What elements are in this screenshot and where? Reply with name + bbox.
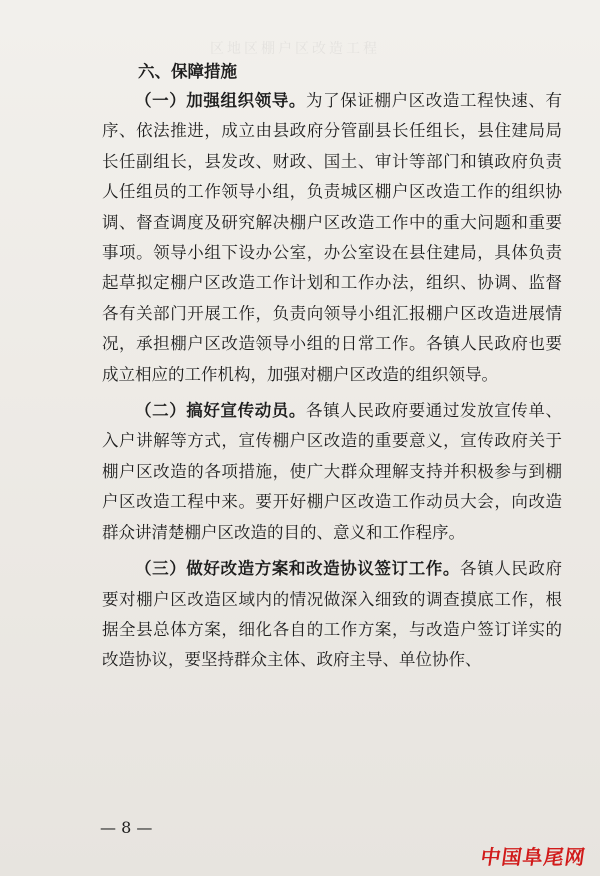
paragraph-lead: （一）加强组织领导。: [135, 91, 307, 110]
watermark-logo: 中国阜尾网: [479, 845, 588, 869]
paragraph-agreements: [102, 554, 562, 676]
paragraph-organization: [102, 86, 562, 390]
page-number: — 8 —: [100, 818, 153, 837]
paragraph-publicity: [102, 396, 562, 548]
paragraph-lead: （三）做好改造方案和改造协议签订工作。: [135, 559, 460, 579]
section-title: 六、保障措施: [138, 62, 237, 81]
paragraph-text: 各镇人民政府要通过发放宣传单、入户讲解等方式，宣传棚户区改造的重要意义，宣传政府关于棚户区改造的各项措施，使广大群众理解支持并积极参与到棚户区改造工程中来。要开好棚户区改造工作动员大会，向改造群众讲清楚棚户区改造的目的、意义和工作程序。: [102, 401, 563, 542]
bleed-through-text: 区地区棚户区改造工程: [210, 41, 380, 56]
paragraph-lead: （二）搞好宣传动员。: [135, 401, 307, 421]
paragraph-text: 为了保证棚户区改造工程快速、有序、依法推进，成立由县政府分管副县长任组长，县住建局局长任副组长，县发改、财政、国土、审计等部门和镇政府负责人任组员的工作领导小组，负责城区棚户区改造工作的组织协调、督查调度及研究解决棚户区改造工作中的重大问题和重要事项。领导小组下设办公室，办公室设在县住建局，具体负责起草拟定棚户区改造工作计划和工作办法，组织、协调、监督各有关部门开展工作，负责向领导小组汇报棚户区改造进展情况，承担棚户区改造领导小组的日常工作。各镇人民政府也要成立相应的工作机构，加强对棚户区改造的组织领导。: [102, 91, 563, 384]
document-body: [102, 58, 562, 676]
paragraph-text: 各镇人民政府要对棚户区改造区域内的情况做深入细致的调查摸底工作，根据全县总体方案，细化各自的工作方案，与改造户签订详实的改造协议，要坚持群众主体、政府主导、单位协作、: [102, 559, 563, 670]
